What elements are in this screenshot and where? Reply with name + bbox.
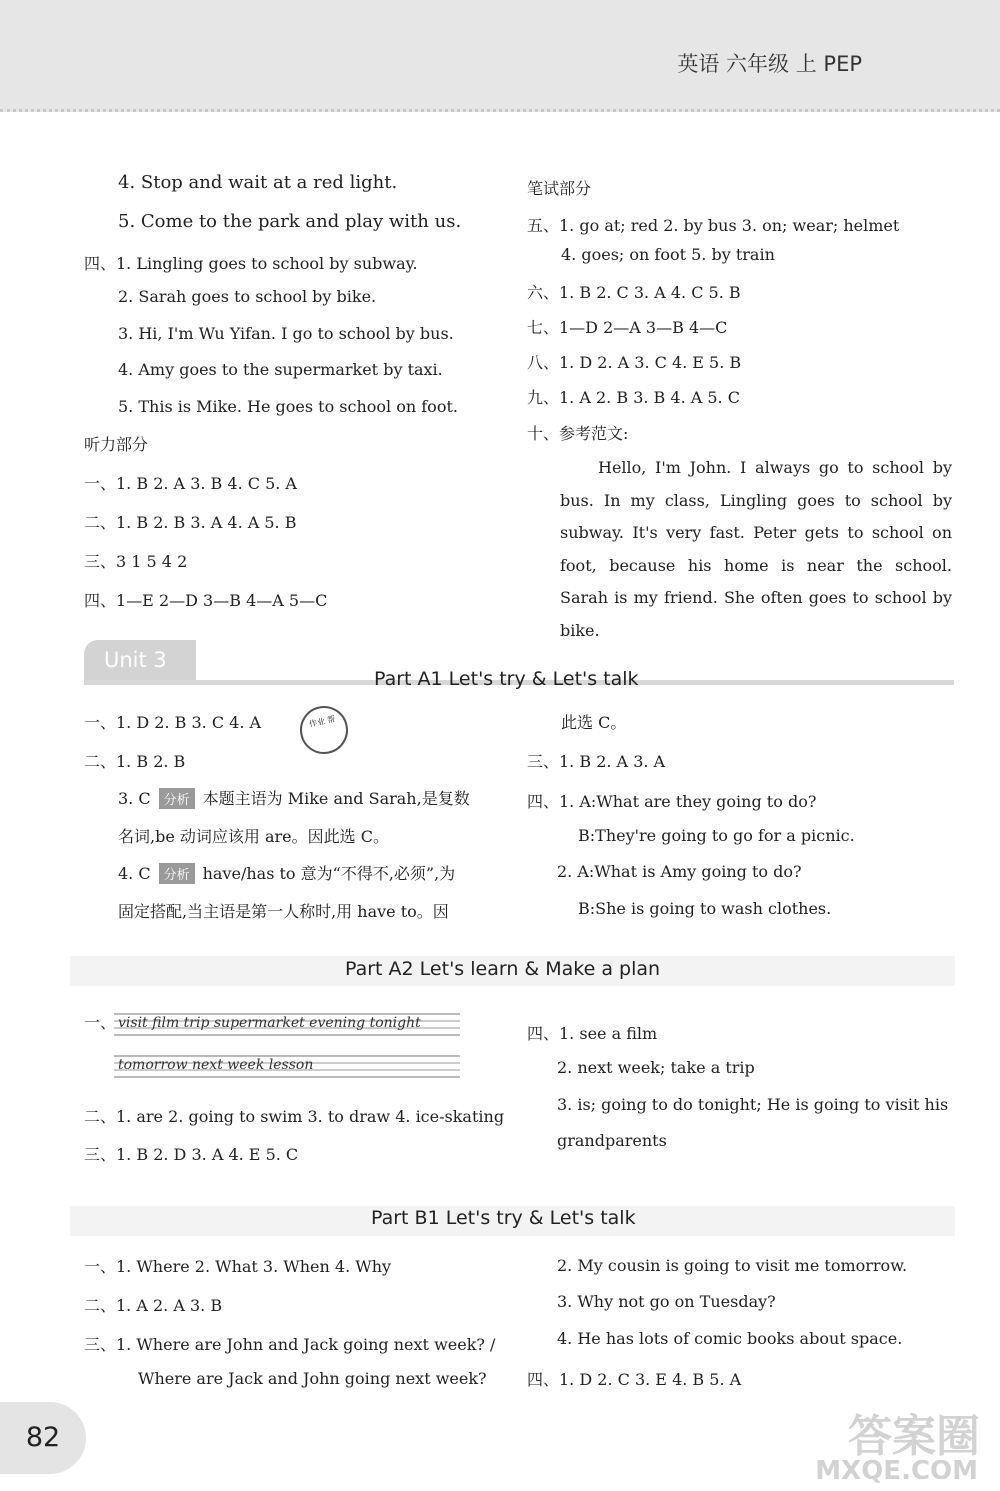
answer-line: 九、1. A 2. B 3. B 4. A 5. C bbox=[527, 388, 740, 407]
page-header bbox=[0, 0, 1000, 112]
answer-line: 2. A:What is Amy going to do? bbox=[557, 862, 802, 881]
answer-line: 4. Amy goes to the supermarket by taxi. bbox=[118, 360, 443, 379]
answer-line: 2. next week; take a trip bbox=[557, 1058, 755, 1077]
answer-line: 一、1. Where 2. What 3. When 4. Why bbox=[84, 1257, 392, 1276]
answer-line: 4. goes; on foot 5. by train bbox=[561, 245, 775, 264]
answer-line: B:She is going to wash clothes. bbox=[578, 899, 832, 918]
answer-line: 5. This is Mike. He goes to school on foot. bbox=[118, 397, 458, 416]
section-heading-written: 笔试部分 bbox=[527, 179, 592, 198]
answer-line: 六、1. B 2. C 3. A 4. C 5. B bbox=[527, 283, 741, 302]
answer-line: 2. Sarah goes to school by bike. bbox=[118, 287, 377, 306]
section-heading-listening: 听力部分 bbox=[84, 435, 149, 454]
question-number: 4. C bbox=[118, 864, 151, 883]
watermark-logo: 答案圈 bbox=[848, 1411, 980, 1462]
analysis-text: 名词,be 动词应该用 are。因此选 C。 bbox=[118, 827, 389, 846]
answer-line: 二、1. A 2. A 3. B bbox=[84, 1296, 223, 1315]
answer-line: 五、1. go at; red 2. by bus 3. on; wear; helmet bbox=[527, 216, 900, 235]
answer-line: 2. My cousin is going to visit me tomorrow. bbox=[557, 1256, 908, 1275]
handwritten-words: tomorrow next week lesson bbox=[118, 1057, 314, 1073]
analysis-text: have/has to 意为“不得不,必须”,为 bbox=[202, 864, 456, 883]
part-b1-title: Part B1 Let's try & Let's talk bbox=[371, 1207, 636, 1229]
answer-line: 三、3 1 5 4 2 bbox=[84, 552, 188, 571]
answer-line: 5. Come to the park and play with us. bbox=[118, 211, 462, 232]
answer-line: 二、1. B 2. B 3. A 4. A 5. B bbox=[84, 513, 297, 532]
analysis-text: 本题主语为 Mike and Sarah,是复数 bbox=[202, 789, 470, 808]
answer-line: 四、1. see a film bbox=[527, 1024, 658, 1043]
answer-line: 四、1. D 2. C 3. E 4. B 5. A bbox=[527, 1370, 742, 1389]
answer-line: 八、1. D 2. A 3. C 4. E 5. B bbox=[527, 353, 742, 372]
answer-line: 此选 C。 bbox=[561, 713, 627, 732]
answer-line: 三、1. Where are John and Jack going next week? / bbox=[84, 1335, 496, 1354]
answer-line: 3. Why not go on Tuesday? bbox=[557, 1292, 776, 1311]
answer-line: grandparents bbox=[557, 1131, 667, 1150]
answer-line: 四、1—E 2—D 3—B 4—A 5—C bbox=[84, 591, 328, 610]
answer-line: 十、参考范文: bbox=[527, 424, 629, 443]
watermark-url: MXQE.COM bbox=[815, 1456, 978, 1486]
analysis-text: 固定搭配,当主语是第一人称时,用 have to。因 bbox=[118, 902, 449, 921]
answer-line: 3. Hi, I'm Wu Yifan. I go to school by bus. bbox=[118, 324, 454, 343]
header-title: 英语 六年级 上 PEP bbox=[677, 52, 862, 76]
answer-line: 一、1. B 2. A 3. B 4. C 5. A bbox=[84, 474, 297, 493]
answer-line: B:They're going to go for a picnic. bbox=[578, 826, 855, 845]
answer-line: 四、1. A:What are they going to do? bbox=[527, 792, 817, 811]
answer-line: 3. is; going to do tonight; He is going to visit his bbox=[557, 1095, 949, 1114]
analysis-tag: 分析 bbox=[159, 863, 195, 884]
part-a2-title: Part A2 Let's learn & Make a plan bbox=[345, 958, 661, 980]
answer-label: 一、 bbox=[84, 1013, 117, 1032]
handwritten-words: visit film trip supermarket evening tonight bbox=[118, 1015, 421, 1031]
answer-line: 三、1. B 2. D 3. A 4. E 5. C bbox=[84, 1145, 299, 1164]
unit-tag: Unit 3 bbox=[84, 640, 196, 680]
sample-essay: Hello, I'm John. I always go to school by bus. In my class, Lingling goes to school by subway. It's very fast. Peter gets to school on foot, because his home is near the school. Sarah is my friend. She often goes to school by bike. bbox=[560, 458, 952, 640]
analysis-line bbox=[118, 861, 455, 884]
answer-line: 4. He has lots of comic books about space. bbox=[557, 1329, 903, 1348]
answer-line: 三、1. B 2. A 3. A bbox=[527, 752, 666, 771]
answer-line: 4. Stop and wait at a red light. bbox=[118, 172, 398, 193]
analysis-line bbox=[118, 786, 470, 809]
answer-line: 一、1. D 2. B 3. C 4. A bbox=[84, 713, 262, 732]
answer-line: Where are Jack and John going next week? bbox=[138, 1369, 487, 1388]
answer-line: 二、1. are 2. going to swim 3. to draw 4. ice-skating bbox=[84, 1107, 505, 1126]
analysis-tag: 分析 bbox=[159, 788, 195, 809]
page-number: 82 bbox=[0, 1402, 86, 1474]
homework-stamp: 作业 帮 bbox=[296, 702, 353, 759]
answer-line: 四、1. Lingling goes to school by subway. bbox=[84, 254, 418, 273]
answer-line: 二、1. B 2. B bbox=[84, 752, 186, 771]
part-a1-title: Part A1 Let's try & Let's talk bbox=[374, 668, 639, 690]
answer-line: 七、1—D 2—A 3—B 4—C bbox=[527, 318, 728, 337]
question-number: 3. C bbox=[118, 789, 151, 808]
handwriting-lines bbox=[114, 1008, 460, 1084]
